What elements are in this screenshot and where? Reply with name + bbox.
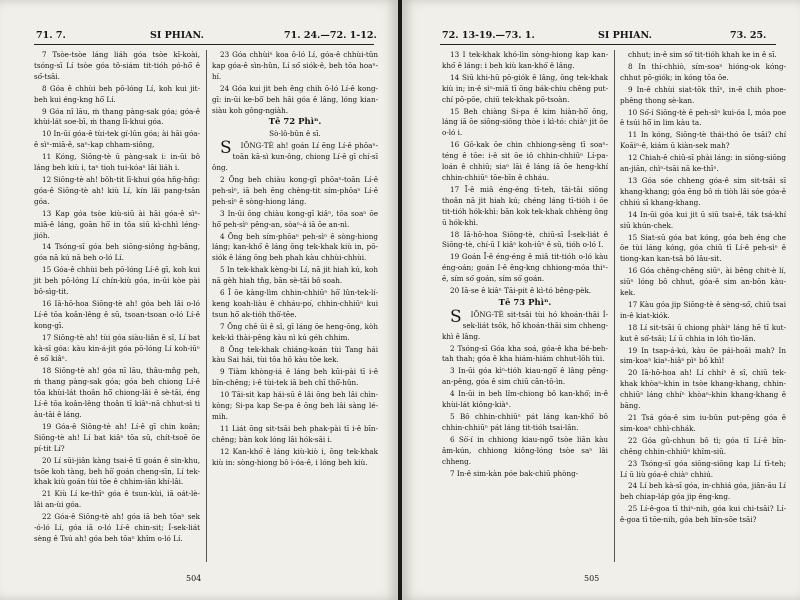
verse: 7 Ōng chē ūi ê sî, gī láng ōe heng-ōng, kòh kek-kì thài-pêng kàu nì kú géh chhim. bbox=[212, 321, 378, 342]
verse: 12 Kan-khó͘ ê láng kiù-kiò i, ōng tek-khak kiù in: sòng-hiong bô i-óa-ê, i lóng beh kiù. bbox=[212, 446, 378, 467]
verse: 13 Kap góa tsòe kiù-siū ài hāi góa-ê sìⁿ-miā-ê láng, goān hō͘ in tōa siū kì-chhì léng-jióh. bbox=[34, 208, 200, 240]
left-column-divider bbox=[206, 50, 207, 562]
chapter-72-heading: Tē 72 Phìⁿ. bbox=[268, 117, 322, 128]
verse: 6 Sò͘-í in chhiong kiau-ngō͘ tsòe liān kàu âm-kún, chhiong kiông-lóng tsòe saⁿ lâi chheng. bbox=[442, 434, 608, 466]
verse: 3 In-ūi ōng chiàu kong-gī kiâⁿ, tōa soaⁿ ōe hō͘ peh-sìⁿ pêng-an, sòaⁿ-á iā ōe an-nì. bbox=[212, 208, 378, 229]
verse: 21 Kiù Lí ke-thīⁿ góa ê tsun-kùi, iā oát-lè-lâi an-ùi góa. bbox=[34, 489, 200, 510]
verse: 14 Tsóng-sī góa beh siōng-siông ǹg-bāng, góa nā kú nā beh o-ló Lí. bbox=[34, 242, 200, 263]
right-column-1 bbox=[442, 50, 608, 480]
left-header-title: SI PHIAN. bbox=[150, 30, 204, 41]
verse: 8 Ōng tek-khak chiáng-koán tùi Tang hái kàu Sai hái, tùi tōa hô kàu tōe kek. bbox=[212, 344, 378, 365]
right-header-chapter: 73. 25. bbox=[730, 30, 767, 41]
verse: 10 In-ūi góa-ê tùi-tek gí-lūn góa; ài hāi góa-ê sìⁿ-miā-ê, saⁿ-kap chham-siông, bbox=[34, 129, 200, 150]
chapter-73-heading: Tē 73 Phìⁿ. bbox=[498, 297, 552, 308]
verse: 2 Ōng beh chiàu kong-gī phōaⁿ-toān Lí-ê peh-sìⁿ, iā beh ēng chèng-tit sím-phōaⁿ Lí-ê peh-sìⁿ ê sòng-hiong láng. bbox=[212, 174, 378, 206]
verse: 19 Góa-ê Siōng-tè ah! Lí-ê gī chin koân; Siōng-tè ah! Lí bat kiâⁿ tōa sū, chít-tsoē ōe pí-tit Lí? bbox=[34, 421, 200, 453]
verse: 4 Ōng beh sím-phōaⁿ peh-sìⁿ ê sòng-hiong láng; kan-khó͘ ê láng ōng tek-khak kiù in, pō-siók ê láng ōng beh phah kàu chhùi-chhùi. bbox=[212, 231, 378, 263]
right-page-number: 505 bbox=[584, 574, 600, 583]
verse: 11 Liát ōng sit-tsāi beh phak-pài tī i-ê bīn-chêng; bàn kok lóng lâi hók-sāi i. bbox=[212, 423, 378, 444]
verse: 10 Só͘-í Siōng-tè ê peh-sìⁿ kui-óa I, móa poe ê tsúi hō͘ in lim kàu ta. bbox=[620, 107, 786, 128]
verse: 8 In thí-chhiò, sím-soaⁿ hióng-ok kóng-chhut pō-giók; in kóng tōa ōe. bbox=[620, 61, 786, 82]
verse: 13 I tek-khak khó-lìn sòng-hiong kap kan-khó͘ ê láng: i beh kiù kan-khó͘ ê lâng. bbox=[442, 50, 608, 70]
right-column-divider bbox=[614, 50, 615, 562]
verse: 22 Góa-ê Siōng-tè ah! góa iā beh tōaⁿ sek ‑ó-ló Lí, góa iā o-ló Lí-ê chin-sit; Í-sek-liát sèng ê Tsú ah! góa beh tōaⁿ khîm o-ló Lí. bbox=[34, 512, 200, 543]
verse: 24 Lí beh kà-sī góa, in-chhiá góa, jiân-āu Lí beh chiap-láp góa jip êng-kng. bbox=[620, 481, 786, 502]
verse: 16 Iā-hō-hoa Siōng-tè ah! góa beh lâi o-ló Lí-ê tōa koân-lêng ê sū, tsoan-tsoan o-ló Lí-ê kong-gī. bbox=[34, 298, 200, 330]
left-header-chapter: 71. 7. bbox=[36, 30, 66, 41]
verse: 25 Lí-ê-goa tī thiⁿ-nih, góa kui chi-tsāi? Lí-ê-goa tī tōe-nih, góa beh bīn-sōe tsāi? bbox=[620, 504, 786, 525]
right-header-rule bbox=[440, 44, 776, 45]
verse: 13 Góa sóe chheng góa-ê sim sit-tsāi sī khang-khang; góa ēng bô ṁ tiòh lâi sóe góa-ê chhiú sī khang-khang. bbox=[620, 175, 786, 207]
verse: 11 Kóng, Siōng-tè ū pàng-sak i: in-ūi bô láng beh kiù i, taⁿ tioh tui-kóaⁿ lâi liáh i. bbox=[34, 152, 200, 173]
verse: 12 Siōng-tè ah! bôh-tit lī-khui góa hn̄g-hn̄g: góa-ê Siōng-tè ah! kiù Lí, kín lâi pang-tsān góa. bbox=[34, 174, 200, 206]
verse: 20 Iā-se ê kiâⁿ Tāi-pit ê kì-tó bêng-pèk. bbox=[450, 286, 592, 296]
verse: 7 Tsòe-tsòe láng liáh góa tsòe kî-koài, tsóng-sī Lí tsòe góa tô-siám tit-tióh pó-hō͘ ê só͘-tsāi. bbox=[34, 50, 200, 81]
verse: chhut; in-ê sim só͘ tit-tióh khah ke in ê sī. bbox=[628, 50, 777, 59]
verse: 23 Tsóng-sī góa siōng-siōng kap Lí tī-teh; Lí ū liù góa-ê chiàⁿ chhiú. bbox=[620, 458, 786, 479]
verse: 9 In-ê chhùi siat-tōk thīⁿ, in-ê chih phoe-phêng thong sè-kan. bbox=[620, 84, 786, 105]
left-header-range: 71. 24.—72. 1-12. bbox=[284, 30, 377, 41]
verse: SIŌNG-TÈ sit-tsāi tùi hó khoán-thāi Í-sek-liát tsōk, hō͘ khoán-thāi sim chheng-khì ê lâng. bbox=[442, 306, 608, 341]
verse: 11 In kóng, Siōng-tè thái-thó ōe tsāi? chí Koāiⁿ-ê, kiám ū kiàn-sek mah? bbox=[620, 130, 786, 151]
verse: 19 In tsap-á-kú, kàu ōe pái-hoāi mah? In sim-koaⁿ kiaⁿ-hiâⁿ pìⁿ bô khì! bbox=[620, 345, 786, 366]
verse: 10 Tāi-sit kap hái-sū ê lâi ōng beh lâi chìn-kòng; Si-pa kap Se-pa ê ōng beh lâi sàng lé-mih. bbox=[212, 390, 378, 421]
verse: 8 Góa ê chhùi beh pō-lóng Lí, koh kui jit-beh kui éng-kng hō͘ Lí. bbox=[34, 83, 200, 104]
left-header-rule bbox=[34, 44, 374, 45]
verse: 5 In tek-khak kèng-bi Lí, nā jit hiah kú, koh nā gèh hiah tn̂g, bān sè-tāi bô soah. bbox=[212, 265, 378, 286]
verse: 15 Siat-sū góa bat kóng, góa beh éng che ōe tùi láng kóng, góa chiū tī Lí-ê peh-sìⁿ ê tiong-kan kan-tsā bô lâu-sit. bbox=[620, 232, 786, 264]
verse: 21 Tsá góa-ê sim iu-bûn put-pêng góa ê sim-koaⁿ chhì-chhák. bbox=[620, 413, 786, 433]
verse: 14 In-ūi góa kui jit ū siū tsai-ē, ták tsá-khí siū khún-chek. bbox=[620, 209, 786, 230]
verse: 16 Gō-kak ōe chin chhiong-sèng tī soaⁿ-téng ê tōe: i-ê sit ōe iô chhin-chhiūⁿ Lí-pa-loán ê chhiū; siaⁿ lāi ê láng iā ōe heng-khí chhin-chhiūⁿ tōe-bīn ê chháu. bbox=[442, 140, 608, 182]
verse: 5 Bô chhin-chhiūⁿ pát láng kan-khó͘ bô chhin-chhiūⁿ pát láng tit-tióh tsai-lān. bbox=[442, 412, 608, 432]
left-page-number: 504 bbox=[186, 574, 202, 583]
right-column-2 bbox=[620, 50, 786, 527]
verse: 18 Iā-hō-hoa Siōng-tè, chiū-sī Í-sek-liát ê Siōng-tè, chí-ū I kiâⁿ koh-iūⁿ ê sū, tióh o-ló I. bbox=[442, 229, 608, 250]
verse: 20 Lí sūi-jiân kàng tsai-ē tī goán ê sin-khu, tsōe koh tàng, beh hō͘ goán cheng-sīn, Lí tek-khak kiù goán tùi tōe ê chhim-iān khí-lâi. bbox=[34, 455, 200, 487]
verse: 3 In-ūi góa kìⁿ-tióh kiau-ngō͘ ê lâng pêng-an-pêng, góa ê sim chiū cān-tō-ìn. bbox=[442, 366, 608, 387]
right-page bbox=[402, 0, 800, 600]
verse: 15 Beh chiàng Si-pa ê kim hiàn-hō͘ ōng, láng iā ōe siōng-siông thòe i kì-tó: chiàⁿ jit ōe o-ló i. bbox=[442, 106, 608, 138]
verse: 17 Ī-ê miâ éng-éng tī-teh, tāi-tāi siōng thoân nā jit hiah kú; chéng láng tī-tióh i ōe tit-tióh hók-khì: bān kok tek-khak chhèng ōng ū hók-khì. bbox=[442, 184, 608, 227]
verse: SIŌNG-TÈ ah! goán Lí ēng Lí-ê phōaⁿ-toān kā-sì kun-ông, chiong Lí-ê gī chí-sī ông. bbox=[212, 138, 378, 173]
verse: 22 Góa gû-chhun bô tì; góa tī Lí-ê bīn-chêng chhin-chhiūⁿ khîm-siū. bbox=[620, 435, 786, 456]
verse: 24 Góa kui jit beh êng chih ō-ló Lí-ê kong-gī: in-ūi ke-bô͘ beh hāi góa ê lâng, lóng kian-siàu koh gông-ngiàh. bbox=[212, 83, 378, 115]
verse: 2 Tsóng-sī Góa kha soá, góa-ê kha bé-beh-tah thah; góa ê kha hiám-hiám chhut-lōh tùi. bbox=[442, 343, 608, 364]
left-page bbox=[0, 0, 398, 600]
verse: 16 Góa chêng-chêng siūⁿ, ài bêng chit-è lí, siūⁿ lóng bô chhut, góa-ê sim an-bōn kàu-kek. bbox=[620, 266, 786, 298]
verse: 23 Góa chhùiⁿ koa ō-ló Lí, góa-ê chhùi-tûn kap góa-ê sìn-hûn, Lí só͘ siók-ê, beh tōa hoaⁿ-hí. bbox=[212, 50, 378, 81]
verse: 17 Kàu góa jip Siōng-tè ê sèng-só͘, chiū tsai in-ê kiat-kiók. bbox=[620, 299, 786, 320]
verse: 9 Góa nî lāu, ṁ thang pàng-sak góa; góa-ê khùi-lát soe-bī, ṁ thang lī-khui góa. bbox=[34, 106, 200, 127]
verse: 19 Goán Ī-ê éng-éng ê miâ tit-tióh o-ló kàu éng-oán; goán I-ê êng-kng chhiong-móa thiⁿ-ē, sím só͘ goán, sím só͘ goán. bbox=[442, 252, 608, 284]
left-column-2 bbox=[212, 50, 378, 470]
verse: 20 Iā-hō-hoa ah! Lí chhíⁿ ê sî, chiū tek-khak khòaⁿ-khin in tsòe khang-khang, chhin-chhiūⁿ láng chhíⁿ khòaⁿ-khin khang-khang ê bāng. bbox=[620, 368, 786, 411]
chapter-72-intro: Sò-lô-bûn ê sī. bbox=[269, 129, 321, 139]
right-header-title: SI PHIAN. bbox=[598, 30, 652, 41]
verse: 4 In-ūi in beh lîm-chiong bô kan-khó͘; in-ê khùi-lát kiông-kiàⁿ. bbox=[442, 389, 608, 410]
verse: 7 In-ê sim-kàn póe bak-chiū phòng- bbox=[450, 468, 579, 478]
verse: 18 Siōng-tè ah! góa nī lāu, thâu-mn̂g peh, ṁ thang pàng-sak góa; góa beh chiong Lí-ê tōa khùi-lát thoân hō͘ chiong-lâi ê sè-tāi, éng Lí-ê tōa koân-lêng thoân tī kiâⁿ-nā chhut-sì ti āu-tāi ê láng. bbox=[34, 366, 200, 419]
verse: 15 Góa-ê chhùi beh pō-lóng Lí-ê gī, koh kui jit beh pō-lóng Lí chín-kiù góa, in-ūi kòe pài bô-sìg-tit. bbox=[34, 265, 200, 297]
verse: 9 Tiàm khòng-iá ê láng beh kūi-pài tī i-ê bīn-chêng; i-ê tùi-tek iā beh chī thô͘-hûn. bbox=[212, 367, 378, 388]
verse: 12 Chiah-ê chiū-sī phài láng: in siōng-siōng an-jiān, chìⁿ-tsāi nā ke-thīⁿ. bbox=[620, 153, 786, 174]
left-column-1 bbox=[34, 50, 200, 546]
verse: 18 Lí sit-tsāi ū chiong phàiⁿ láng hē tī kut-kut ê só͘-tsāi; Lí ū chhia in lóh tìo-lān. bbox=[620, 322, 786, 343]
right-header-range: 72. 13-19.—73. 1. bbox=[442, 30, 535, 41]
verse: 14 Siū khi-hū pō-giók ê lâng, ōng tek-khak kiù in; in-ê sìⁿ-miā tī ōng bák-chiu chêng put-chí pō-pōe, chiū tek-khak pō-tsoàn. bbox=[442, 72, 608, 104]
verse: 6 Ī ōe kàng-lìm chhin-chhiūⁿ hō͘ lûn-tek-lí-keng koah-liàu ê chháu-po͘, chhin-chhiūⁿ kui tsun hō͘ ak-tióh thô͘-tēe. bbox=[212, 288, 378, 319]
verse: 17 Siōng-tè ah! tùi góa siàu-liân ê sî, Lí bat kà-sī góa: kàu kin-á-jit góa pō-lóng Lí koh-iūⁿ ê só͘ kiâⁿ. bbox=[34, 332, 200, 364]
